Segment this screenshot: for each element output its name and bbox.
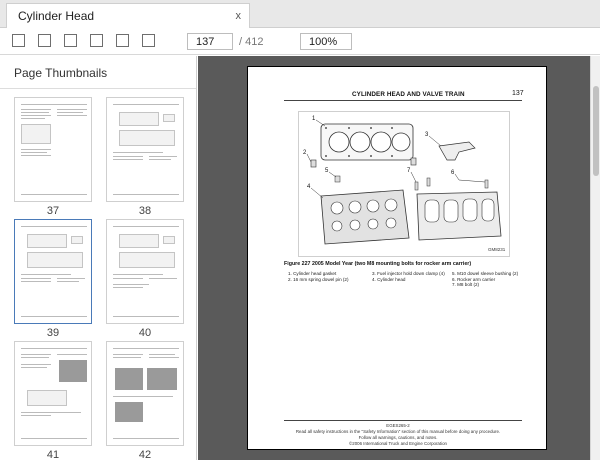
thumbnail-label: 40 <box>138 327 152 339</box>
zoom-in-button[interactable] <box>116 34 129 47</box>
zoom-input[interactable]: 100% <box>300 33 352 50</box>
thumbnail-label: 39 <box>46 327 60 339</box>
tab-title: Cylinder Head <box>18 9 95 23</box>
callout-4: 4 <box>307 184 311 190</box>
previous-page-button[interactable] <box>38 34 51 47</box>
sidebar-divider <box>0 88 197 89</box>
zoom-out-button[interactable] <box>90 34 103 47</box>
legend-item: 3. Fuel injector hold down clamp (4) <box>372 271 445 276</box>
page-header-number: 137 <box>512 90 524 97</box>
legend-col-2 <box>372 271 448 282</box>
fit-page-button[interactable] <box>142 34 155 47</box>
thumbnail-sidebar <box>0 56 197 460</box>
thumbnail-label: 42 <box>138 449 152 460</box>
footer-line-3: ©2006 International Truck and Engine Corporation <box>349 441 447 446</box>
callout-6: 6 <box>451 170 455 176</box>
figure-id: GM8231 <box>488 247 506 252</box>
page-number-input[interactable]: 137 <box>187 33 233 50</box>
callout-1: 1 <box>312 116 316 122</box>
thumbnail-page-selected[interactable] <box>14 219 92 324</box>
thumbnail-page[interactable] <box>106 97 184 202</box>
legend-col-1 <box>288 271 349 282</box>
viewer-scrollbar[interactable] <box>590 56 600 460</box>
callout-5: 5 <box>325 168 329 174</box>
figure-caption: Figure 227 2005 Model Year (two M8 mounting bolts for rocker arm carrier) <box>284 261 472 267</box>
document-viewer[interactable] <box>198 56 590 460</box>
scrollbar-thumb[interactable] <box>593 86 599 176</box>
close-tab-icon[interactable]: x <box>235 10 241 22</box>
document-tab[interactable] <box>6 3 250 29</box>
callout-7: 7 <box>407 168 411 174</box>
cylinder-head-illustration <box>299 112 511 258</box>
thumbnail-page[interactable] <box>14 341 92 446</box>
callout-3: 3 <box>425 132 429 138</box>
sidebar-title: Page Thumbnails <box>14 66 108 80</box>
footer-line-1: Read all safety instructions in the "Safety Information" section of this manual before doing any procedure. <box>295 429 501 434</box>
document-page <box>247 66 547 450</box>
legend-item: 4. Cylinder head <box>372 276 406 282</box>
footer-line-2: Follow all warnings, cautions, and notes. <box>358 435 438 440</box>
toolbar <box>0 28 600 55</box>
legend-item: 7. M8 bolt (2) <box>452 282 480 288</box>
legend-item: 2. 16 mm spring dowel pin (2) <box>288 276 349 282</box>
header-rule <box>284 100 522 101</box>
tab-bar <box>0 0 600 28</box>
thumbnail-label: 38 <box>138 205 152 217</box>
callout-2: 2 <box>303 150 307 156</box>
thumbnail-label: 41 <box>46 449 60 460</box>
thumbnail-page[interactable] <box>106 341 184 446</box>
page-header-title: CYLINDER HEAD AND VALVE TRAIN <box>352 91 465 98</box>
thumbnail-page[interactable] <box>14 97 92 202</box>
exploded-view-figure <box>298 111 510 257</box>
legend-item: 5. M10 dowel sleeve bushing (2) <box>452 271 519 276</box>
legend-col-3 <box>452 271 518 288</box>
thumbnail-page[interactable] <box>106 219 184 324</box>
footer-code: EGES265-2 <box>386 423 410 428</box>
footer-rule <box>284 420 522 421</box>
legend-item: 6. Rocker arm carrier <box>452 276 496 282</box>
next-page-button[interactable] <box>64 34 77 47</box>
page-total: / 412 <box>239 36 264 48</box>
legend-item: 1. Cylinder head gasket <box>288 271 337 276</box>
thumbnail-label: 37 <box>46 205 60 217</box>
sidebar-toggle-button[interactable] <box>12 34 25 47</box>
